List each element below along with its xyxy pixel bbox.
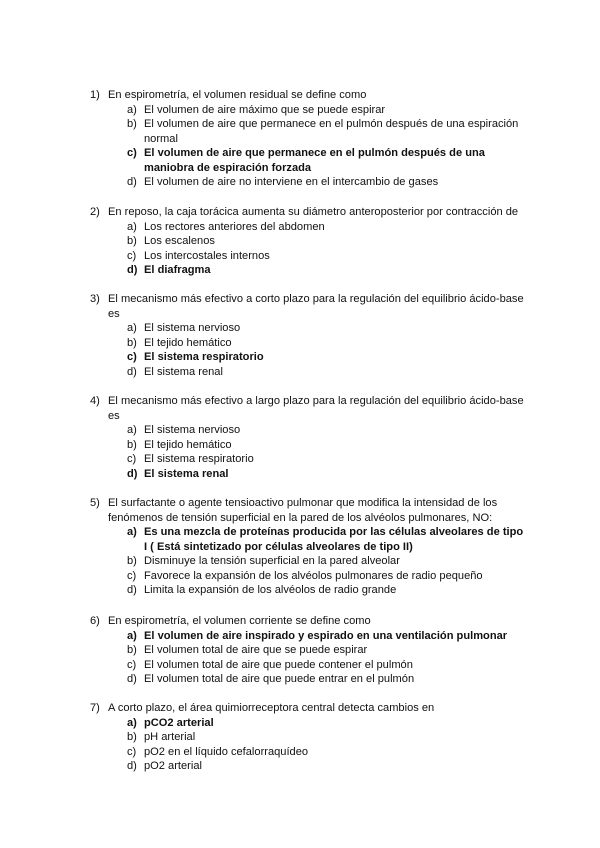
answer-option [0,745,600,760]
question-number: 1) [90,89,100,101]
option-text: El volumen de aire máximo que se puede espirar [144,103,386,116]
option-letter: a) [127,526,137,538]
option-letter: b) [127,235,137,247]
question-text: A corto plazo, el área quimiorreceptora central detecta cambios en [108,702,435,714]
question-stem-line [0,614,600,629]
question [0,496,600,598]
answer-option [0,643,600,658]
option-text: pO2 en el líquido cefalorraquídeo [144,745,309,758]
option-letter: d) [127,467,138,480]
option-letter: c) [127,569,137,582]
question-stem-line [0,307,600,322]
question-text: En espirometría, el volumen residual se define como [108,89,367,101]
answer-option [0,423,600,438]
option-text: Limita la expansión de los alvéolos de radio grande [144,584,397,596]
answer-option-correct [0,350,600,365]
answer-option-correct [0,467,600,482]
option-text: El volumen total de aire que puede entrar en el pulmón [144,673,415,685]
option-letter: d) [127,365,137,378]
answer-option [0,452,600,467]
answer-option [0,336,600,351]
option-text: El sistema renal [144,365,223,378]
question [0,394,600,481]
option-letter: b) [127,336,137,349]
answer-option-correct [0,525,600,554]
option-letter: a) [127,220,137,233]
option-text: El tejido hemático [144,438,232,451]
answer-option [0,220,600,235]
option-letter: c) [127,147,137,159]
question-stem-line [0,496,600,511]
question [0,292,600,379]
question [0,205,600,278]
option-text: El volumen total de aire que puede contener el pulmón [144,658,413,671]
option-letter: b) [127,438,137,451]
question [0,88,600,190]
option-letter: b) [127,731,137,743]
option-text: Favorece la expansión de los alvéolos pulmonares de radio pequeño [144,569,483,582]
option-text: El sistema respiratorio [144,453,254,465]
answer-option [0,234,600,249]
option-letter: d) [127,760,137,772]
option-letter: a) [127,424,137,436]
option-letter: b) [127,555,137,567]
option-text: El volumen de aire que permanece en el pulmón después de una maniobra de espiración forzada [144,147,485,174]
question-text: El surfactante o agente tensioactivo pulmonar que modifica la intensidad de los [108,497,498,509]
answer-option-correct [0,716,600,731]
answer-option [0,438,600,453]
answer-option [0,175,600,190]
answer-option [0,759,600,774]
option-letter: c) [127,658,137,671]
question-stem-line [0,88,600,103]
question-text: fenómenos de tensión superficial en la pared de los alvéolos pulmonares, NO: [108,511,493,524]
option-text: El tejido hemático [144,336,232,349]
option-text: Disminuye la tensión superficial en la pared alveolar [144,555,400,567]
question-text: En espirometría, el volumen corriente se define como [108,615,371,627]
option-text: El volumen de aire inspirado y espirado en una ventilación pulmonar [144,629,508,642]
option-letter: d) [127,264,138,276]
question-number: 4) [90,395,100,407]
question-number: 6) [90,615,100,627]
option-text: pCO2 arterial [144,716,214,729]
option-text: pO2 arterial [144,760,202,772]
answer-option [0,103,600,118]
question-stem-line [0,205,600,220]
question-number: 5) [90,497,100,509]
option-text: Los escalenos [144,235,215,247]
answer-option [0,569,600,584]
option-text: El sistema nervioso [144,322,241,334]
option-letter: a) [127,716,137,729]
answer-option [0,554,600,569]
question-stem-line [0,394,600,409]
answer-option-correct [0,146,600,175]
option-text: Los rectores anteriores del abdomen [144,220,325,233]
option-letter: d) [127,176,137,188]
answer-option [0,583,600,598]
option-letter: d) [127,584,137,596]
answer-option [0,321,600,336]
option-letter: a) [127,322,137,334]
option-letter: a) [127,103,137,116]
option-letter: a) [127,629,137,642]
question-text: En reposo, la caja torácica aumenta su diámetro anteroposterior por contracción de [108,206,519,218]
option-letter: b) [127,118,137,130]
answer-option [0,117,600,146]
question [0,614,600,687]
option-text: El sistema respiratorio [144,351,264,363]
option-text: El diafragma [144,264,211,276]
option-letter: d) [127,673,137,685]
answer-option [0,365,600,380]
option-letter: c) [127,453,137,465]
question-stem-line [0,511,600,526]
option-letter: b) [127,644,137,656]
answer-option-correct [0,629,600,644]
answer-option-correct [0,263,600,278]
question-text: es [108,307,120,320]
option-text: El sistema renal [144,467,229,480]
answer-option [0,672,600,687]
option-text: El volumen de aire no interviene en el intercambio de gases [144,176,439,188]
option-text: Los intercostales internos [144,249,270,262]
option-text: El sistema nervioso [144,424,241,436]
option-text: Es una mezcla de proteínas producida por las células alveolares de tipo I ( Está sintetizado por células alveolares de tipo II) [144,526,524,553]
question-stem-line [0,701,600,716]
answer-option [0,658,600,673]
option-letter: c) [127,745,137,758]
option-text: El volumen de aire que permanece en el pulmón después de una espiración normal [144,118,519,145]
question-text: El mecanismo más efectivo a largo plazo para la regulación del equilibrio ácido-base [108,395,524,407]
question-number: 3) [90,293,100,305]
question-text: El mecanismo más efectivo a corto plazo para la regulación del equilibrio ácido-base [108,293,524,305]
option-text: pH arterial [144,731,196,743]
question [0,701,600,774]
question-text: es [108,409,120,422]
question-number: 7) [90,702,100,714]
question-stem-line [0,409,600,424]
option-text: El volumen total de aire que se puede espirar [144,644,368,656]
answer-option [0,249,600,264]
answer-option [0,730,600,745]
question-stem-line [0,292,600,307]
option-letter: c) [127,351,137,363]
question-number: 2) [90,206,100,218]
option-letter: c) [127,249,137,262]
